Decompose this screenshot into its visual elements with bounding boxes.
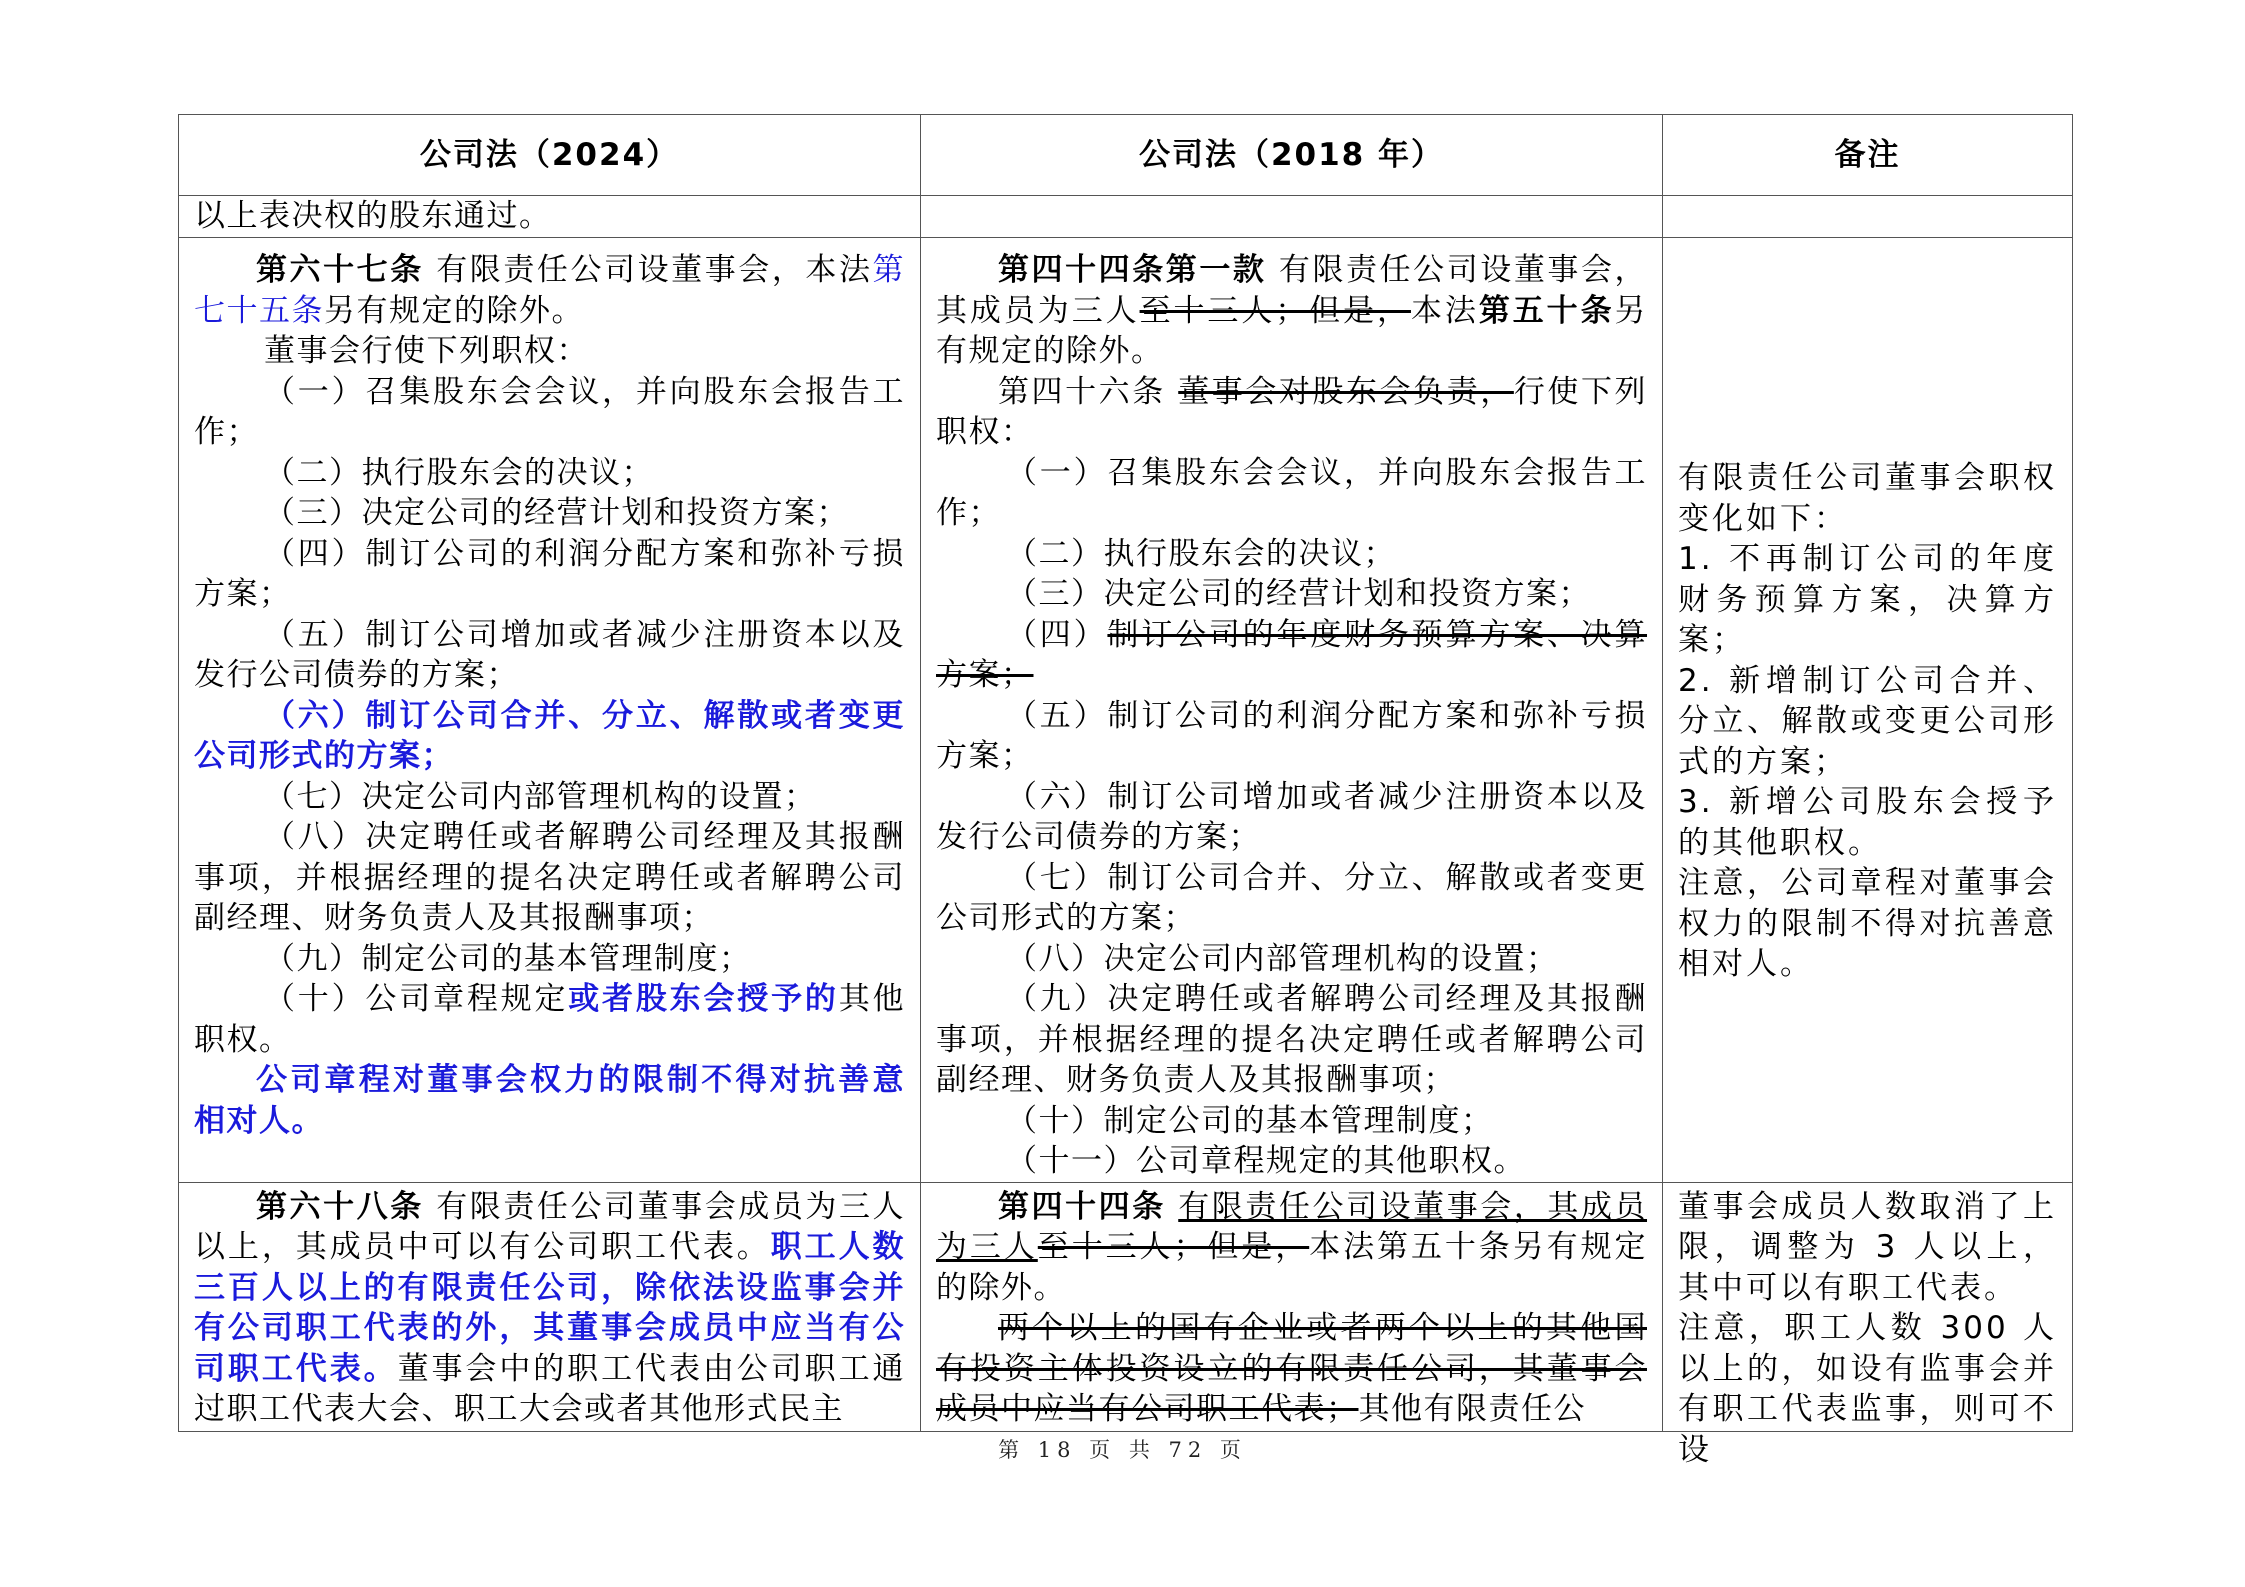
art46-item-3: （三）决定公司的经营计划和投资方案；: [1006, 576, 1591, 612]
art67-item-10: [194, 979, 905, 1060]
art44-old-para1: [936, 1187, 1647, 1309]
art68-p1: 有限责任公司董事会成员为三人以上，其成员中可以有公司职工代表。: [194, 1188, 906, 1265]
art44-title: 第四十四条第一款: [998, 252, 1267, 288]
art67-ref: 第七十五条: [194, 252, 906, 329]
art67-lead-end: 另有规定的除外。: [324, 292, 584, 329]
art67-lead: [194, 250, 905, 331]
art44-p-d: 第五十条: [1478, 292, 1615, 329]
note67-text: 有限责任公司董事会职权变化如下： 1. 不再制订公司的年度财务预算方案，决算方案； 2. 新增制订公司合并、分立、解散或变更公司形式的方案； 3. 新增公司股东会授予的其他职权。 注意，公司章程对董事会权力的限制不得对抗善意相对人。: [1678, 460, 2057, 982]
art68-para: [194, 1187, 905, 1430]
art68-clip: [194, 1187, 905, 1431]
note68-clip: [1678, 1187, 2057, 1468]
art44-old-p5: 两个以上的国有企业或者两个以上的其他国有投资主体投资设立的有限责任公司，其董事会成员中应当有公司职工代表；: [936, 1310, 1647, 1427]
header-2024: 公司法（2024）: [179, 115, 921, 196]
art44-old-title: 第四十四条: [998, 1188, 1166, 1225]
art46-item-8: （八）决定公司内部管理机构的设置；: [1006, 940, 1559, 977]
art67-item-1: （一）召集股东会会议，并向股东会报告工作；: [194, 373, 905, 450]
cont-2024: [179, 196, 921, 238]
art46-item-10: （十）制定公司的基本管理制度；: [1006, 1102, 1494, 1139]
cont-notes: [1663, 196, 2073, 238]
art44-old-para2: [936, 1308, 1647, 1430]
art44-p-e: 另有规定的除外。: [936, 292, 1648, 369]
art68-title: 第六十八条: [256, 1188, 424, 1225]
continuation-row: [179, 196, 2073, 238]
article-67-row: [179, 238, 2073, 1183]
art46-item-4-b: 制订公司的年度财务预算方案、决算方案；: [936, 616, 1648, 693]
note68-cell: [1663, 1182, 2073, 1468]
article-68-row: [179, 1182, 2073, 1431]
art46-item-7: （七）制订公司合并、分立、解散或者变更公司形式的方案；: [936, 859, 1647, 936]
art67-item-10-a: （十）公司章程规定: [264, 981, 569, 1017]
art67-item-2: （二）执行股东会的决议；: [264, 454, 654, 491]
art44-old-p3: 至十三人；但是，: [1037, 1229, 1310, 1265]
art67-cell: [179, 238, 921, 1183]
art46-item-6: （六）制订公司增加或者减少注册资本以及发行公司债券的方案；: [936, 778, 1647, 855]
header-notes: 备注: [1663, 115, 2073, 196]
header-2018: 公司法（2018 年）: [921, 115, 1663, 196]
art44-p-a: 有限责任公司设董事会，其成员为三人: [936, 252, 1647, 329]
note67-cell: [1663, 238, 2073, 1183]
art67-item-8: （八）决定聘任或者解聘公司经理及其报酬事项，并根据经理的提名决定聘任或者解聘公司副经理、财务负责人及其报酬事项；: [194, 819, 905, 936]
art44-para1: [936, 250, 1647, 372]
art46-p-a: [1166, 374, 1178, 410]
art67-item-7: （七）决定公司内部管理机构的设置；: [264, 778, 817, 815]
art44-old-p6: 其他有限责任公: [1358, 1391, 1586, 1427]
art46-item-9: （九）决定聘任或者解聘公司经理及其报酬事项，并根据经理的提名决定聘任或者解聘公司副经理、财务负责人及其报酬事项；: [936, 981, 1647, 1098]
art46-item-4-a: （四）: [1006, 616, 1108, 653]
art68-p2: 职工人数三百人以上的有限责任公司，除依法设监事会并有公司职工代表的外，其董事会成员中应当有公司职工代表。: [194, 1229, 906, 1387]
art46-item-2: （二）执行股东会的决议；: [1006, 535, 1396, 572]
art67-item-10-b: 或者股东会授予的: [568, 981, 839, 1017]
art68-p3: 董事会中的职工代表由公司职工通过职工代表大会、职工大会或者其他形式民主: [194, 1350, 906, 1427]
art44-old-p1: [1166, 1189, 1178, 1225]
art67-last: 公司章程对董事会权力的限制不得对抗善意相对人。: [194, 1062, 905, 1139]
art44-old-clip: [936, 1187, 1647, 1431]
art67-item-3: （三）决定公司的经营计划和投资方案；: [264, 495, 849, 531]
art67-item-5: （五）制订公司增加或者减少注册资本以及发行公司债券的方案；: [194, 616, 905, 693]
art44-46-cell: [921, 238, 1663, 1183]
art44-old-p4: 本法第五十条另有规定的除外。: [936, 1229, 1648, 1306]
art46-item-4: [936, 615, 1647, 696]
cont-2018: [921, 196, 1663, 238]
art67-intro: 董事会行使下列职权：: [264, 333, 589, 369]
art67-title: 第六十七条: [256, 252, 424, 288]
art44-old-cell: [921, 1182, 1663, 1431]
art44-old-p2: 有限责任公司设董事会，其成员为三人: [936, 1188, 1648, 1265]
art46-item-5: （五）制订公司的利润分配方案和弥补亏损方案；: [936, 697, 1647, 774]
art46-item-11: （十一）公司章程规定的其他职权。: [1006, 1143, 1526, 1179]
art68-cell: [179, 1182, 921, 1431]
art67-lead-text: 有限责任公司设董事会，本法: [423, 252, 873, 288]
page-footer: 第 18 页 共 72 页: [998, 1438, 1247, 1462]
art46-title: 第四十六条: [998, 373, 1166, 410]
art46-p-b: 董事会对股东会负责，: [1178, 373, 1514, 410]
cont-text: 以上表决权的股东通过。: [194, 198, 552, 234]
art46-p-c: 行使下列职权：: [936, 373, 1648, 450]
art67-item-9: （九）制定公司的基本管理制度；: [264, 940, 752, 977]
note68-text: 董事会成员人数取消了上限，调整为 3 人以上，其中可以有职工代表。 注意，职工人数 300 人以上的，如设有监事会并有职工代表监事，则可不设: [1678, 1188, 2057, 1468]
art44-p-b: 至十三人；但是，: [1139, 292, 1411, 329]
art67-item-10-c: 其他职权。: [194, 981, 906, 1058]
art67-item-4: （四）制订公司的利润分配方案和弥补亏损方案；: [194, 535, 905, 612]
art67-item-6: （六）制订公司合并、分立、解散或者变更公司形式的方案；: [194, 697, 905, 774]
art46-para: [936, 372, 1647, 453]
header-row: [179, 115, 2073, 196]
art46-item-1: （一）召集股东会会议，并向股东会报告工作；: [936, 454, 1647, 531]
art44-p-c: 本法: [1410, 292, 1479, 329]
